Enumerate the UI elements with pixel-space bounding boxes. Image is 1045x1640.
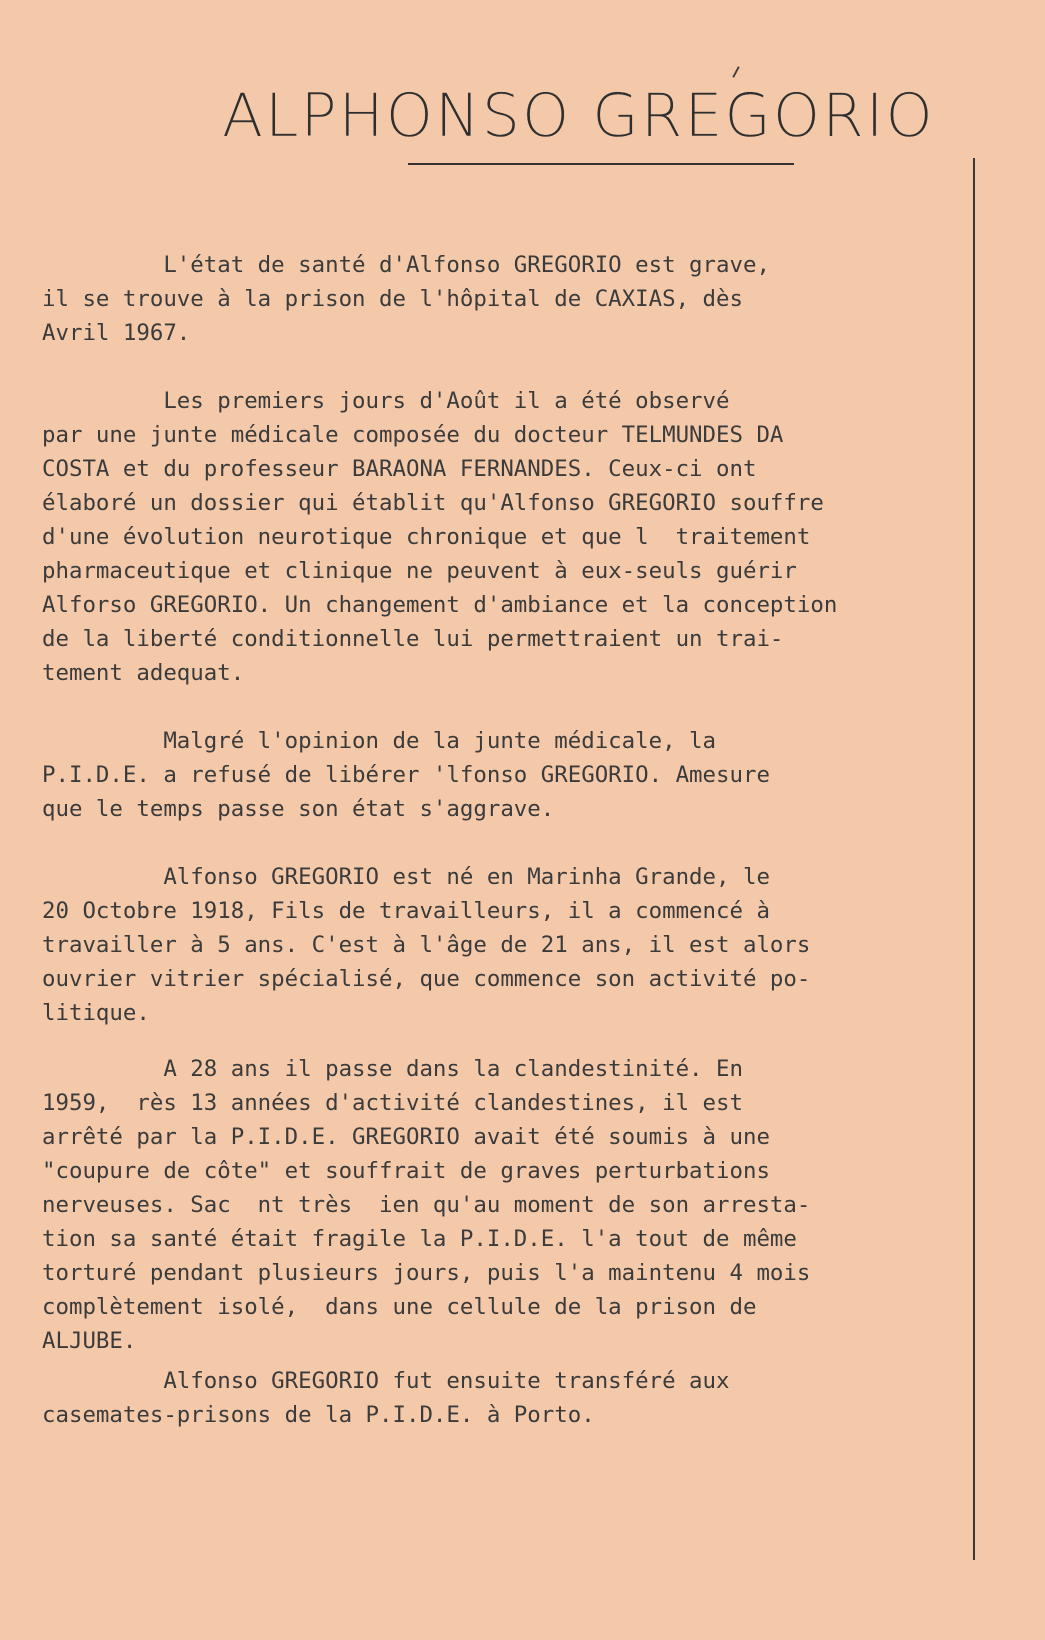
text-line: litique. bbox=[42, 1000, 150, 1026]
text-line: Alforso GREGORIO. Un changement d'ambiance et la conception bbox=[42, 592, 838, 618]
title-underline bbox=[408, 163, 794, 165]
text-line: pharmaceutique et clinique ne peuvent à eux-seuls guérir bbox=[42, 558, 797, 584]
text-line: d'une évolution neurotique chronique et que l traitement bbox=[42, 524, 811, 550]
text-line: Alfonso GREGORIO est né en Marinha Grande, le bbox=[42, 864, 770, 890]
paragraph-spacer bbox=[42, 350, 982, 384]
text-line: Malgré l'opinion de la junte médicale, la bbox=[42, 728, 717, 754]
text-line: 1959, rès 13 années d'activité clandestines, il est bbox=[42, 1090, 743, 1116]
text-line: par une junte médicale composée du docteur TELMUNDES DA bbox=[42, 422, 784, 448]
page-title: ALPHONSO GREGORIO bbox=[222, 81, 935, 151]
paragraph-spacer bbox=[42, 690, 982, 724]
text-line: élaboré un dossier qui établit qu'Alfonso GREGORIO souffre bbox=[42, 490, 824, 516]
text-line: travailler à 5 ans. C'est à l'âge de 21 ans, il est alors bbox=[42, 932, 811, 958]
paragraph bbox=[42, 860, 982, 1030]
text-line: que le temps passe son état s'aggrave. bbox=[42, 796, 555, 822]
text-line: COSTA et du professeur BARAONA FERNANDES. Ceux-ci ont bbox=[42, 456, 757, 482]
text-line: torturé pendant plusieurs jours, puis l'a maintenu 4 mois bbox=[42, 1260, 811, 1286]
text-line: ouvrier vitrier spécialisé, que commence son activité po- bbox=[42, 966, 811, 992]
text-line: arrêté par la P.I.D.E. GREGORIO avait été soumis à une bbox=[42, 1124, 770, 1150]
body-text bbox=[42, 248, 982, 1432]
paragraph bbox=[42, 1364, 982, 1432]
text-line: tion sa santé était fragile la P.I.D.E. l'a tout de même bbox=[42, 1226, 797, 1252]
text-line: complètement isolé, dans une cellule de la prison de bbox=[42, 1294, 757, 1320]
text-line: L'état de santé d'Alfonso GREGORIO est grave, bbox=[42, 252, 770, 278]
text-line: nerveuses. Sac nt très ien qu'au moment de son arresta- bbox=[42, 1192, 811, 1218]
paragraph bbox=[42, 248, 982, 350]
text-line: il se trouve à la prison de l'hôpital de CAXIAS, dès bbox=[42, 286, 743, 312]
title-accent-mark bbox=[732, 66, 739, 78]
paragraph bbox=[42, 724, 982, 826]
paragraph bbox=[42, 384, 982, 690]
text-line: "coupure de côte" et souffrait de graves perturbations bbox=[42, 1158, 770, 1184]
text-line: ALJUBE. bbox=[42, 1328, 137, 1354]
text-line: casemates-prisons de la P.I.D.E. à Porto. bbox=[42, 1402, 595, 1428]
text-line: tement adequat. bbox=[42, 660, 245, 686]
text-line: de la liberté conditionnelle lui permettraient un trai- bbox=[42, 626, 784, 652]
text-line: Alfonso GREGORIO fut ensuite transféré aux bbox=[42, 1368, 730, 1394]
text-line: A 28 ans il passe dans la clandestinité. En bbox=[42, 1056, 743, 1082]
text-line: P.I.D.E. a refusé de libérer 'lfonso GREGORIO. Amesure bbox=[42, 762, 770, 788]
text-line: Les premiers jours d'Août il a été observé bbox=[42, 388, 730, 414]
paragraph bbox=[42, 1052, 982, 1358]
paragraph-spacer bbox=[42, 1030, 982, 1052]
text-line: Avril 1967. bbox=[42, 320, 191, 346]
text-line: 20 Octobre 1918, Fils de travailleurs, il a commencé à bbox=[42, 898, 770, 924]
paragraph-spacer bbox=[42, 826, 982, 860]
